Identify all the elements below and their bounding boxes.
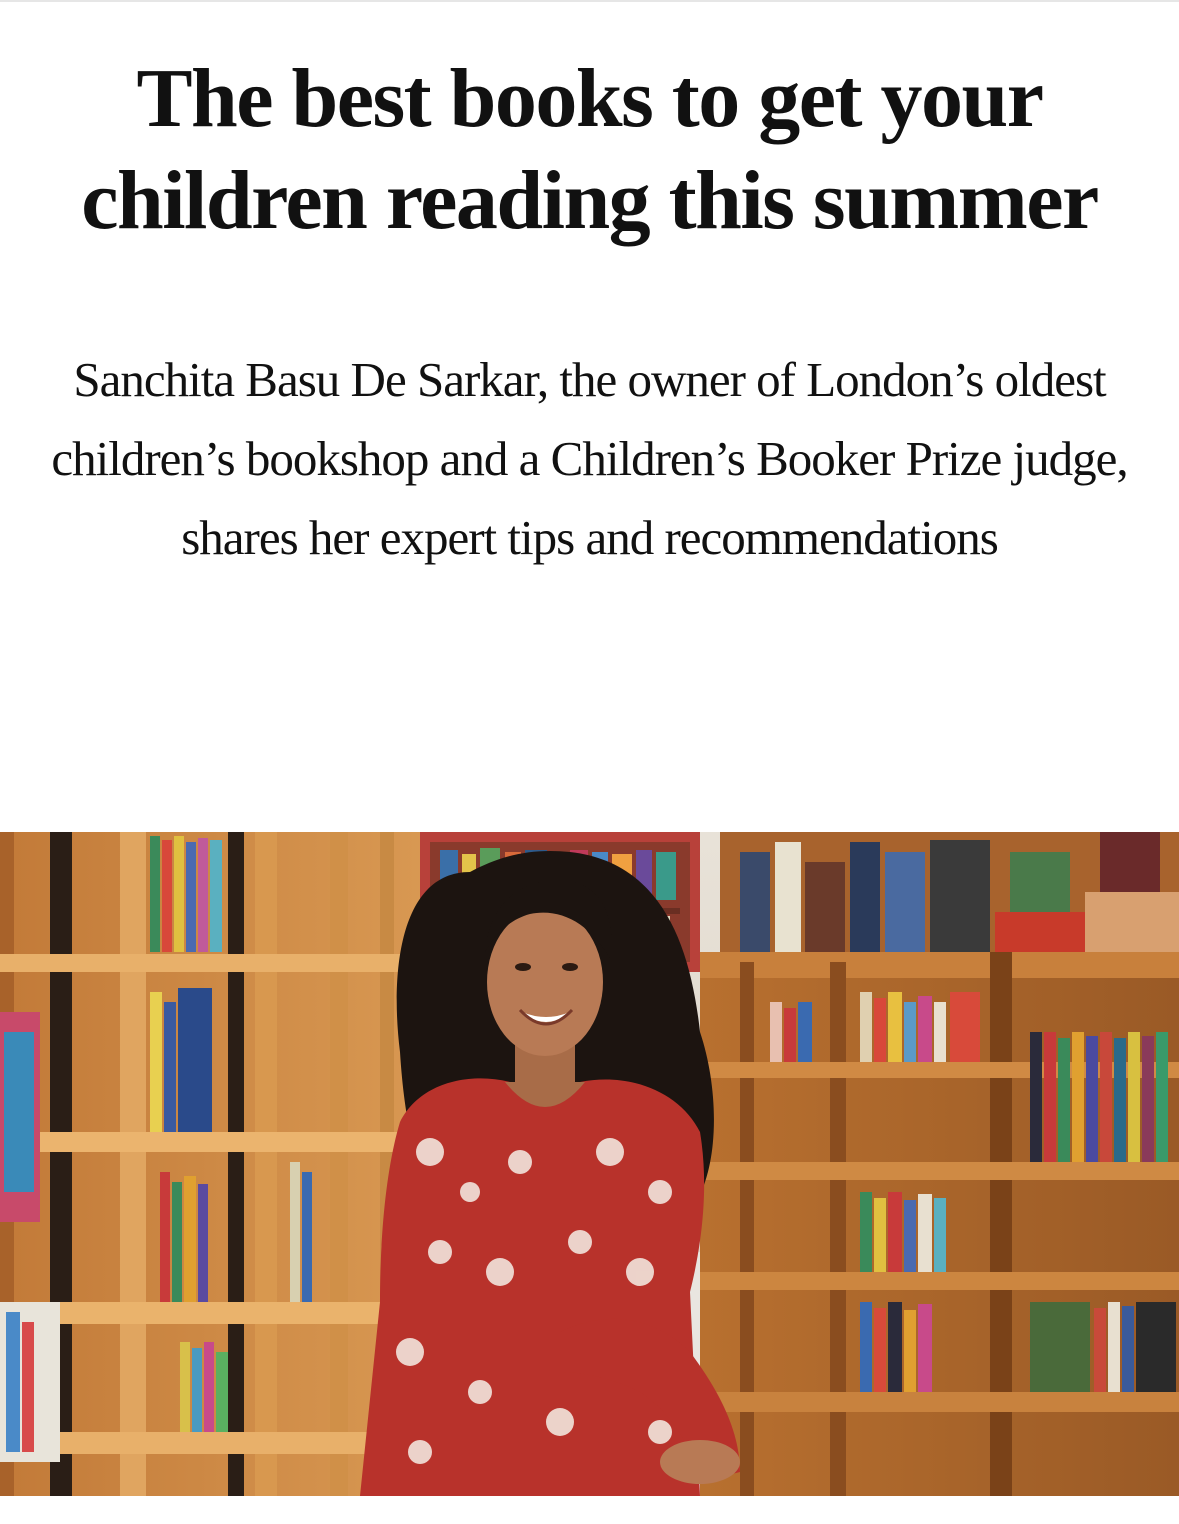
right-bookshelf — [700, 832, 1179, 1496]
article-headline: The best books to get your children reading this summer — [81, 52, 1098, 247]
article-standfirst: Sanchita Basu De Sarkar, the owner of London’s oldest children’s bookshop and a Children’s Booker Prize judge, shares her expert tips and recommendations — [51, 352, 1128, 565]
bottom-margin — [0, 1496, 1179, 1524]
left-bookshelf — [0, 832, 420, 1496]
bookshop-photo-illustration — [0, 832, 1179, 1496]
hero-image — [0, 832, 1179, 1496]
top-divider — [0, 0, 1179, 2]
